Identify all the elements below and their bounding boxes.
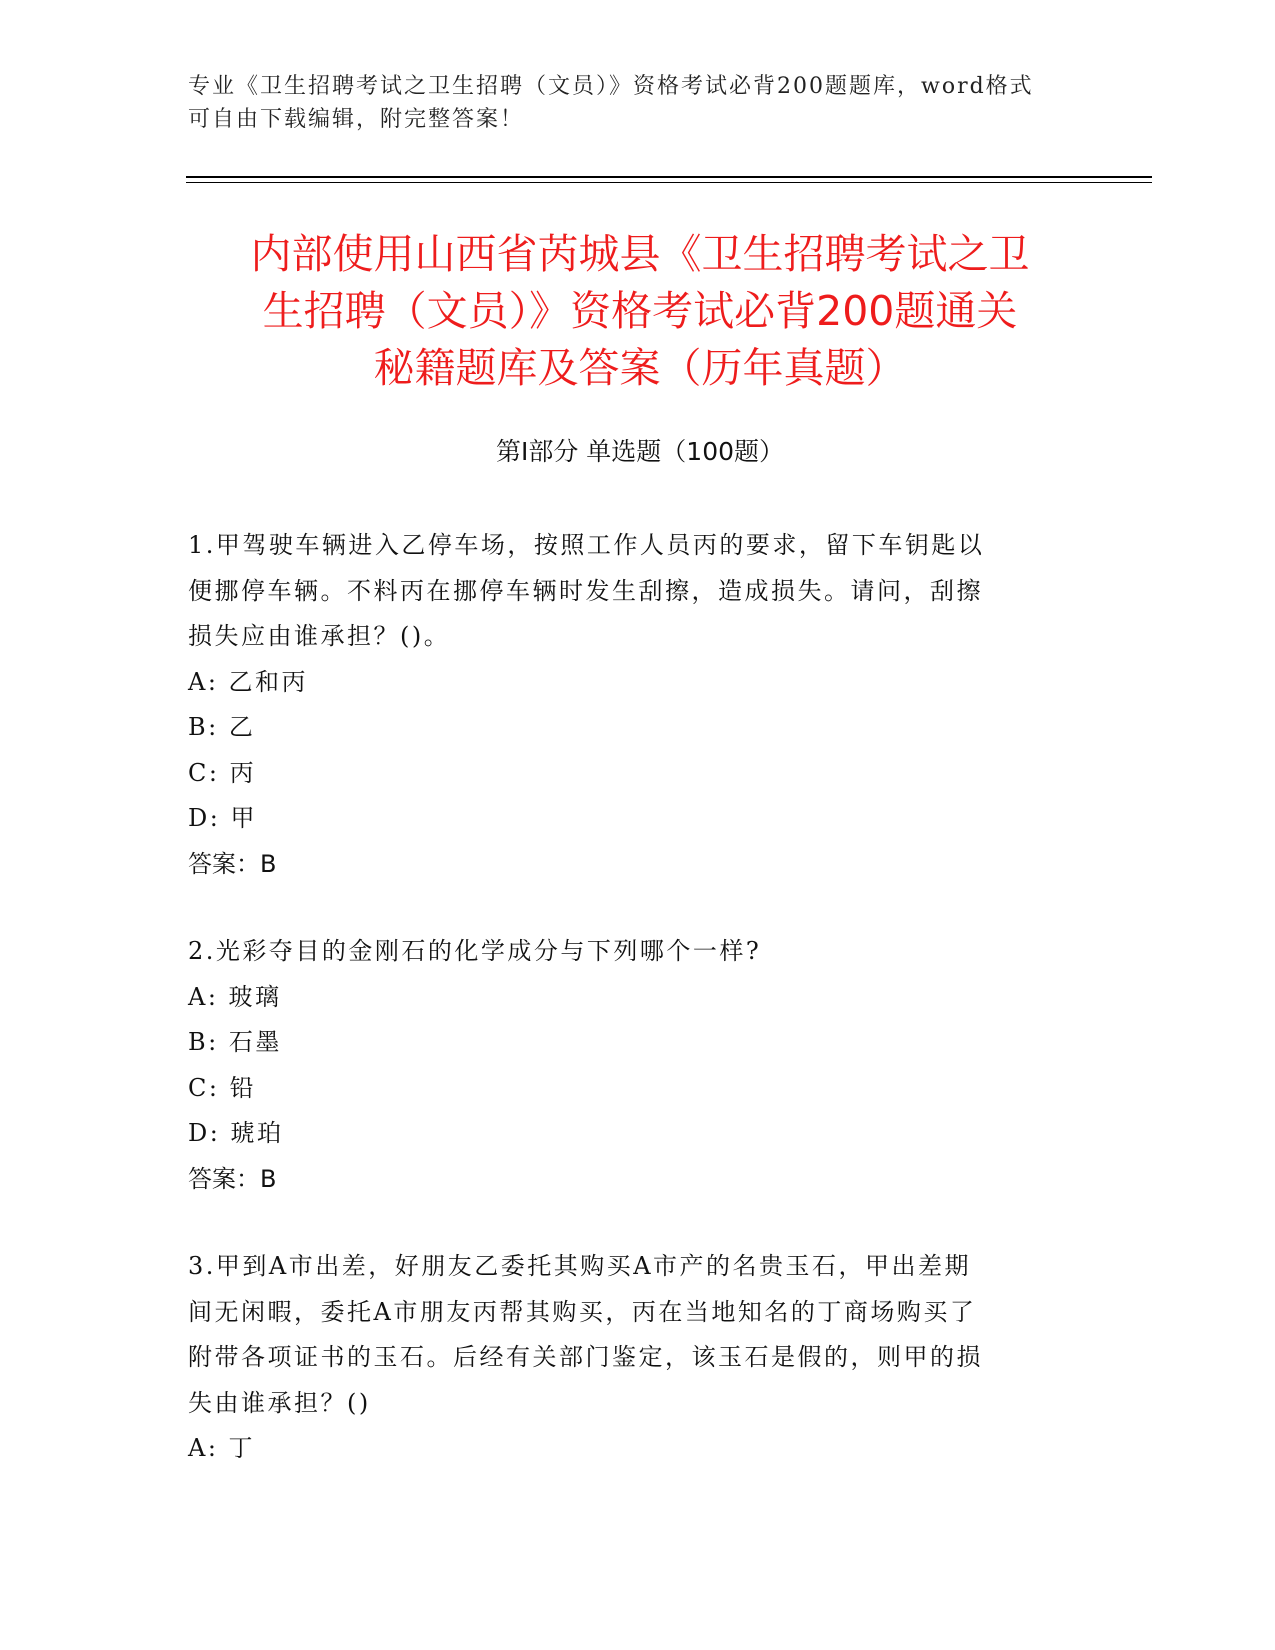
question-3 xyxy=(188,1244,1068,1472)
option-c: C: 丙 xyxy=(188,758,257,787)
answer: 答案：B xyxy=(188,1164,277,1193)
option-b: B: 乙 xyxy=(188,713,256,741)
question-stem: 1.甲驾驶车辆进入乙停车场，按照工作人员丙的要求，留下车钥匙以 便挪停车辆。不料丙在挪停车辆时发生刮擦，造成损失。请问，刮擦 损失应由谁承担？()。 xyxy=(188,531,985,650)
option-a: A: 丁 xyxy=(188,1434,256,1462)
document-title: 内部使用山西省芮城县《卫生招聘考试之卫 生招聘（文员）》资格考试必背200题通关 秘籍题库及答案（历年真题） xyxy=(250,230,1030,392)
question-2 xyxy=(188,929,1068,1202)
option-a: A: 乙和丙 xyxy=(188,667,309,696)
header-rule-thick xyxy=(186,176,1152,178)
header-rule-thin xyxy=(186,182,1152,183)
option-d: D: 琥珀 xyxy=(188,1119,284,1147)
question-stem: 2.光彩夺目的金刚石的化学成分与下列哪个一样? xyxy=(188,937,762,965)
option-c: C: 铅 xyxy=(188,1073,257,1102)
option-b: B: 石墨 xyxy=(188,1028,282,1056)
header-note: 专业《卫生招聘考试之卫生招聘（文员）》资格考试必背200题题库，word格式 可自由下载编辑，附完整答案！ xyxy=(188,74,1034,132)
question-list xyxy=(188,523,1068,1514)
question-1 xyxy=(188,523,1068,887)
question-stem: 3.甲到A市出差，好朋友乙委托其购买A市产的名贵玉石，甲出差期 间无闲暇，委托A市朋友丙帮其购买，丙在当地知名的丁商场购买了 附带各项证书的玉石。后经有关部门鉴定，该玉石是假的，则甲的损 失由谁承担？() xyxy=(188,1252,983,1417)
section-title: 第Ⅰ部分 单选题（100题） xyxy=(495,437,785,466)
option-a: A: 玻璃 xyxy=(188,982,282,1011)
option-d: D: 甲 xyxy=(188,804,257,832)
answer: 答案：B xyxy=(188,849,277,878)
